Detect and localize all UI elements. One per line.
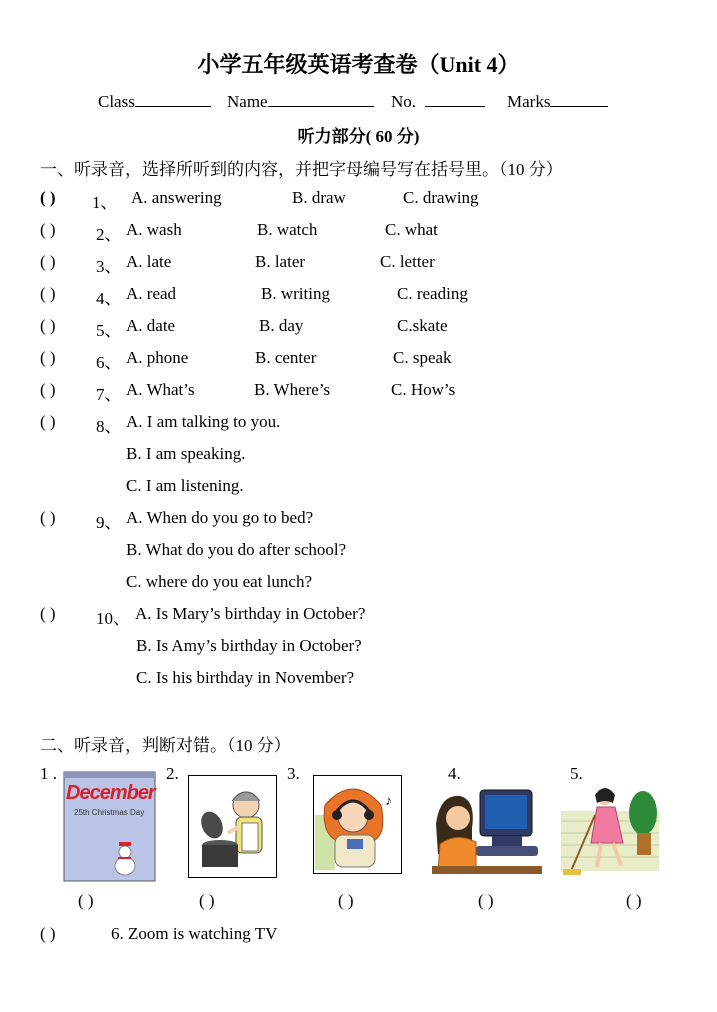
number-blank[interactable] (425, 91, 485, 107)
q7-option-c: C. How’s (391, 380, 456, 399)
q10-paren[interactable]: ( ) (40, 604, 56, 623)
q1-option-a: A. answering (131, 188, 222, 207)
pic3-answer[interactable]: ( ) (338, 891, 354, 910)
q2-option-b: B. watch (257, 220, 318, 239)
q3-paren[interactable]: ( ) (40, 252, 56, 271)
q2-number: 2、 (96, 225, 122, 244)
q4-option-a: A. read (126, 284, 177, 303)
q5-option-b: B. day (259, 316, 304, 335)
q7-option-a: A. What’s (126, 380, 195, 399)
marks-field (507, 91, 608, 112)
q7-option-b: B. Where’s (254, 380, 331, 399)
q1-option-c: C. drawing (403, 188, 479, 207)
q5-paren[interactable]: ( ) (40, 316, 56, 335)
mopping-girl-icon (561, 781, 659, 878)
svg-text:♪: ♪ (385, 794, 392, 809)
q8-option-a: A. I am talking to you. (126, 412, 281, 431)
calendar-picture (63, 770, 156, 882)
q3-number: 3、 (96, 257, 122, 276)
q3-option-a: A. late (126, 252, 172, 271)
computer-woman-icon (432, 784, 542, 874)
marks-blank[interactable] (550, 91, 608, 107)
pic4-number: 4. (448, 764, 461, 783)
calendar-month: December (66, 782, 155, 804)
q2-option-c: C. what (385, 220, 438, 239)
q5-number: 5、 (96, 321, 122, 340)
q9-option-a: A. When do you go to bed? (126, 508, 314, 527)
q9-option-c: C. where do you eat lunch? (126, 572, 312, 591)
number-label: No. (391, 92, 417, 111)
q1-number: 1、 (92, 193, 118, 212)
computer-picture (432, 784, 542, 874)
headphones-picture (313, 775, 402, 874)
name-label: Name (227, 92, 268, 111)
pic2-answer[interactable]: ( ) (199, 891, 215, 910)
pic5-number: 5. (570, 764, 583, 783)
marks-label: Marks (507, 92, 551, 111)
q1-option-b: B. draw (292, 188, 346, 207)
q9-option-b: B. What do you do after school? (126, 540, 347, 559)
pic1-number: 1 . (40, 764, 57, 783)
q10-option-b: B. Is Amy’s birthday in October? (136, 636, 362, 655)
q3-option-c: C. letter (380, 252, 435, 271)
q8-paren[interactable]: ( ) (40, 412, 56, 431)
class-field (98, 91, 211, 112)
q4-option-b: B. writing (261, 284, 330, 303)
calendar-caption: 25th Christmas Day (74, 808, 145, 817)
q6-option-c: C. speak (393, 348, 452, 367)
class-blank[interactable] (135, 91, 211, 107)
q4-number: 4、 (96, 289, 122, 308)
class-label: Class (98, 92, 135, 111)
q5-option-a: A. date (126, 316, 176, 335)
q3-option-b: B. later (255, 252, 306, 271)
q9-paren[interactable]: ( ) (40, 508, 56, 527)
q8-option-c: C. I am listening. (126, 476, 244, 495)
section1-heading: 一、听录音，选择所听到的内容，并把字母编号写在括号里。（10 分） (40, 160, 563, 179)
q7-number: 7、 (96, 385, 122, 404)
q6-option-a: A. phone (126, 348, 189, 367)
pic3-number: 3. (287, 764, 300, 783)
cooking-picture (188, 775, 277, 878)
headphones-girl-icon (313, 775, 402, 874)
q7-paren[interactable]: ( ) (40, 380, 56, 399)
q8-option-b: B. I am speaking. (126, 444, 246, 463)
q10-option-c: C. Is his birthday in November? (136, 668, 355, 687)
q4-option-c: C. reading (397, 284, 468, 303)
q6-paren[interactable]: ( ) (40, 348, 56, 367)
section2-heading: 二、听录音，判断对错。（10 分） (40, 736, 291, 755)
q6-option-b: B. center (255, 348, 317, 367)
q2-paren[interactable]: ( ) (40, 220, 56, 239)
page-title: 小学五年级英语考查卷（Unit 4） (197, 52, 520, 77)
pic5-answer[interactable]: ( ) (626, 891, 642, 910)
pic2-number: 2. (166, 764, 179, 783)
listening-header: 听力部分( 60 分) (297, 127, 420, 146)
q10-number: 10、 (96, 609, 130, 628)
s2-q6-text: 6. Zoom is watching TV (111, 924, 278, 943)
q2-option-a: A. wash (126, 220, 182, 239)
name-field (227, 91, 374, 112)
q1-paren[interactable]: ( ) (40, 188, 56, 207)
q6-number: 6、 (96, 353, 122, 372)
name-blank[interactable] (268, 91, 374, 107)
s2-q6-paren[interactable]: ( ) (40, 924, 56, 943)
pic1-answer[interactable]: ( ) (78, 891, 94, 910)
number-field (391, 91, 485, 112)
cooking-grandma-icon (188, 775, 277, 878)
mopping-picture (561, 781, 659, 878)
q8-number: 8、 (96, 417, 122, 436)
q5-option-c: C.skate (397, 316, 448, 335)
q4-paren[interactable]: ( ) (40, 284, 56, 303)
q10-option-a: A. Is Mary’s birthday in October? (135, 604, 366, 623)
q9-number: 9、 (96, 513, 122, 532)
pic4-answer[interactable]: ( ) (478, 891, 494, 910)
